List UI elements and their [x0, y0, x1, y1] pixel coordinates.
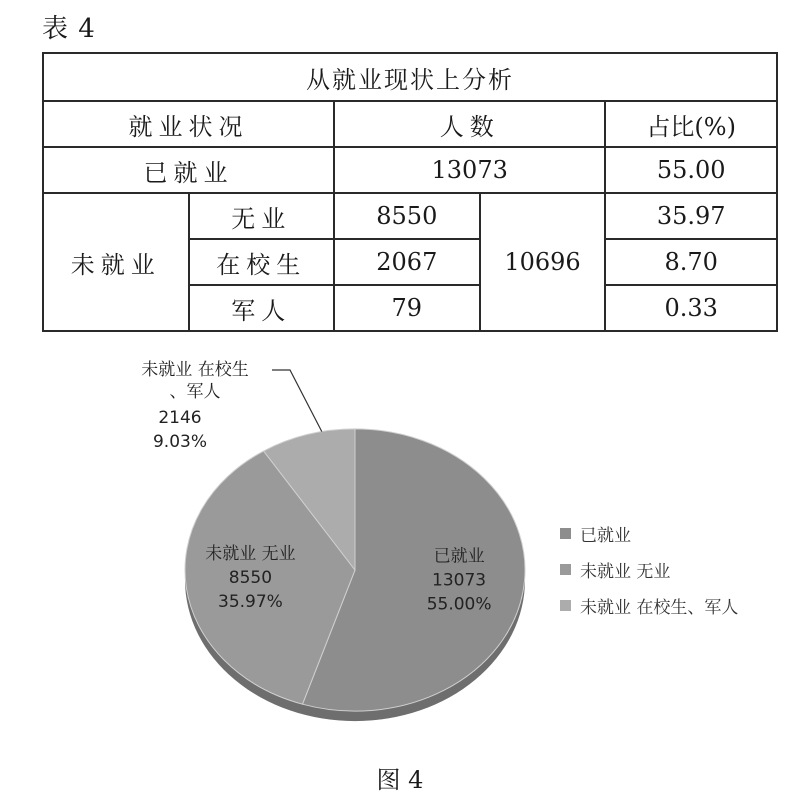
table-title-row [43, 53, 777, 101]
sub-label: 无业 [189, 193, 335, 239]
slice-percent-label: 9.03% [152, 432, 208, 452]
legend-item [560, 551, 738, 587]
employed-ratio: 55.00 [605, 147, 777, 193]
sub-ratio: 0.33 [605, 285, 777, 331]
table-title: 从就业现状上分析 [43, 53, 777, 101]
legend-item [560, 515, 738, 551]
slice-count-label: 13073 [432, 570, 487, 591]
sub-count: 8550 [334, 193, 480, 239]
table-row [43, 193, 777, 239]
legend-swatch [560, 600, 571, 611]
sub-ratio: 8.70 [605, 239, 777, 285]
table-number-label: 表 4 [42, 14, 96, 44]
leader-line [272, 370, 322, 432]
sub-label: 在校生 [189, 239, 335, 285]
legend-label: 已就业 [580, 525, 631, 546]
legend-label: 未就业 无业 [580, 561, 671, 582]
table-header-row [43, 101, 777, 147]
header-count: 人数 [334, 101, 605, 147]
unemployed-label: 未就业 [43, 193, 189, 331]
slice-label: 未就业 在校生 [141, 360, 249, 380]
slice-count-label: 2146 [158, 408, 202, 428]
sub-count: 2067 [334, 239, 480, 285]
slice-percent-label: 35.97% [218, 592, 283, 613]
header-status: 就业状况 [43, 101, 334, 147]
table-row [43, 147, 777, 193]
legend-item [560, 587, 738, 623]
sub-count: 79 [334, 285, 480, 331]
slice-label: 已就业 [433, 546, 485, 567]
employed-count: 13073 [334, 147, 605, 193]
legend-label: 未就业 在校生、军人 [580, 597, 739, 618]
slice-label: 、军人 [169, 382, 221, 402]
legend-swatch [560, 564, 571, 575]
chart-legend [560, 515, 738, 623]
slice-label: 未就业 无业 [205, 544, 296, 565]
sub-ratio: 35.97 [605, 193, 777, 239]
slice-count-label: 8550 [228, 568, 273, 589]
sub-label: 军人 [189, 285, 335, 331]
unemployed-total: 10696 [480, 193, 606, 331]
header-ratio: 占比(%) [605, 101, 777, 147]
slice-percent-label: 55.00% [426, 594, 492, 615]
employed-label: 已就业 [43, 147, 334, 193]
employment-table [42, 52, 778, 332]
legend-swatch [560, 528, 571, 539]
figure-caption: 图 4 [376, 766, 424, 794]
